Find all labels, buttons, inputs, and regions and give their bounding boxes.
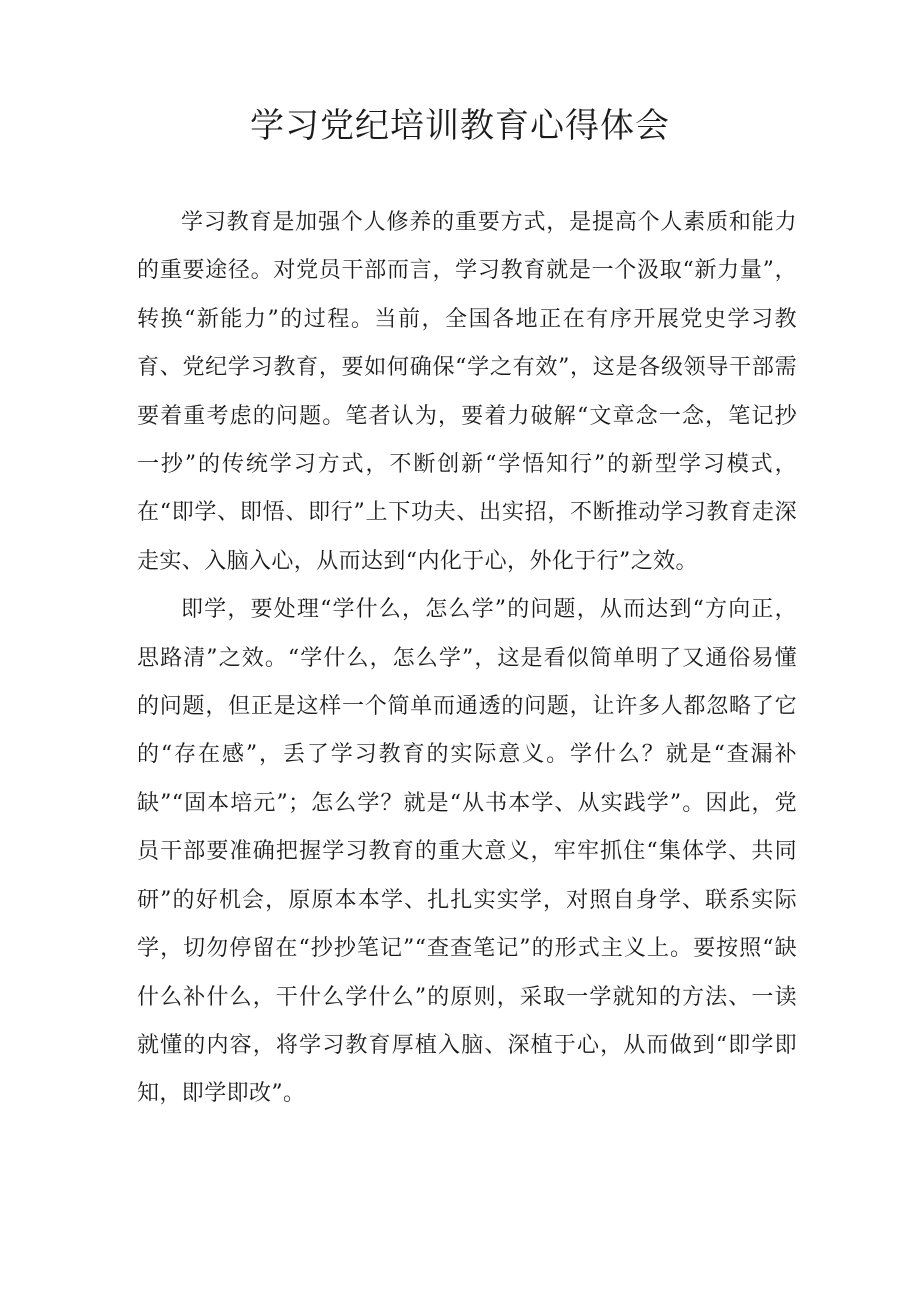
paragraph-2: 即学，要处理“学什么，怎么学”的问题，从而达到“方向正，思路清”之效。“学什么，怎么学”，这是看似简单明了又通俗易懂的问题，但正是这样一个简单而通透的问题，让许多人都忽略了它的“存在感”，丢了学习教育的实际意义。学什么？就是“查漏补缺”“固本培元”；怎么学？就是“从书本学、从实践学”。因此，党员干部要准确把握学习教育的重大意义，牢牢抓住“集体学、共同研”的好机会，原原本本学、扎扎实实学，对照自身学、联系实际学，切勿停留在“抄抄笔记”“查查笔记”的形式主义上。要按照“缺什么补什么，干什么学什么”的原则，采取一学就知的方法、一读就懂的内容，将学习教育厚植入脑、深植于心，从而做到“即学即知，即学即改”。 [137,597,797,1107]
document-title: 学习党纪培训教育心得体会 [250,106,670,146]
document-body [137,199,797,1119]
paragraph-1: 学习教育是加强个人修养的重要方式，是提高个人素质和能力的重要途径。对党员干部而言，学习教育就是一个汲取“新力量”，转换“新能力”的过程。当前，全国各地正在有序开展党史学习教育、党纪学习教育，要如何确保“学之有效”，这是各级领导干部需要着重考虑的问题。笔者认为，要着力破解“文章念一念，笔记抄一抄”的传统学习方式，不断创新“学悟知行”的新型学习模式，在“即学、即悟、即行”上下功夫、出实招，不断推动学习教育走深走实、入脑入心，从而达到“内化于心，外化于行”之效。 [137,210,797,574]
